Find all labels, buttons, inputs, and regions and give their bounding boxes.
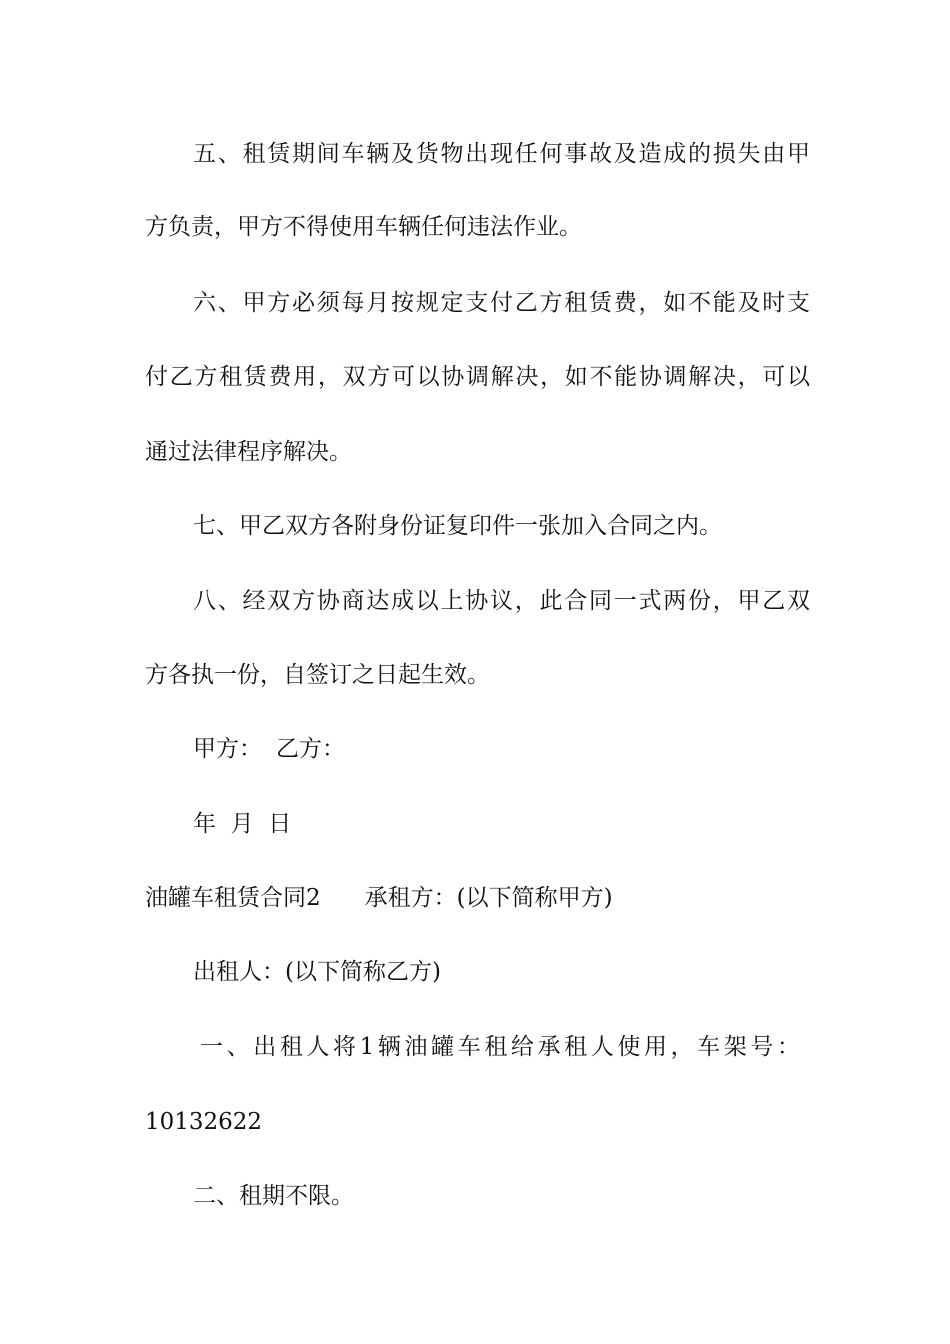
signature-parties: [193, 729, 810, 769]
party-b-label: 乙方：: [276, 736, 345, 762]
lessee-label: 承租方：(以下简称甲方): [364, 885, 613, 911]
lessor-label: 出租人：(以下简称乙方): [193, 959, 441, 985]
contract2-clause1-line-2: 10132622: [145, 1109, 263, 1135]
clause-eight-line-1: 八、经双方协商达成以上协议，此合同一式两份，甲乙双: [193, 588, 810, 614]
party-a-label: 甲方：: [193, 736, 262, 762]
signature-date: 年 月 日: [193, 811, 292, 837]
clause-six-line-1: 六、甲方必须每月按规定支付乙方租赁费，如不能及时支: [193, 290, 810, 316]
clause-seven-line-1: 七、甲乙双方各附身份证复印件一张加入合同之内。: [193, 513, 722, 539]
contract2-title: 油罐车租赁合同2: [145, 885, 321, 911]
clause-five-line-1: 五、租赁期间车辆及货物出现任何事故及造成的损失由甲: [193, 141, 810, 167]
contract2-heading-line: [145, 878, 810, 918]
clause-eight-line-2: 方各执一份，自签订之日起生效。: [145, 662, 490, 688]
clause-five-line-2: 方负责，甲方不得使用车辆任何违法作业。: [145, 214, 582, 240]
clause-six-line-3: 通过法律程序解决。: [145, 439, 352, 465]
contract2-clause1-line-1: 一、出租人将1辆油罐车租给承租人使用，车架号：: [200, 1034, 800, 1060]
contract2-clause2: 二、租期不限。: [193, 1183, 354, 1209]
clause-six-line-2: 付乙方租赁费用，双方可以协调解决，如不能协调解决，可以: [145, 364, 810, 390]
